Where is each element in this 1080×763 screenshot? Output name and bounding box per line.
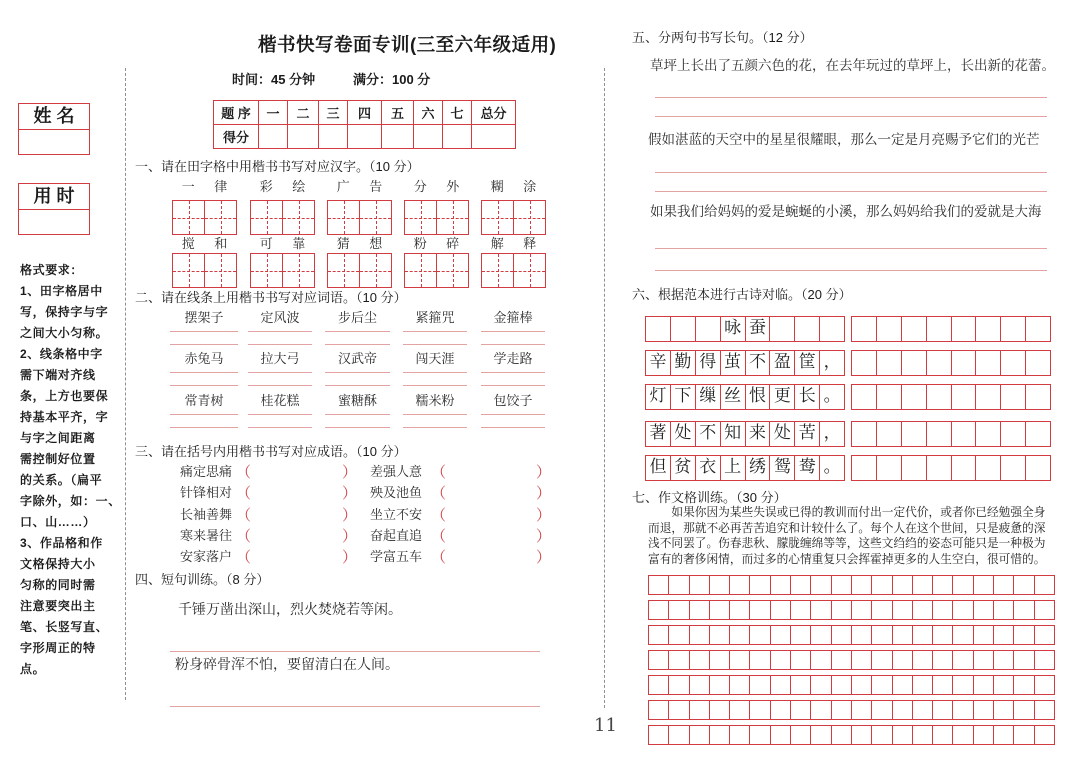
poem-char: 茧 — [720, 351, 745, 375]
open-bracket: （ — [431, 528, 447, 545]
composition-grid-cell — [649, 676, 668, 694]
section-5-heading: 五、分两句书写长句。（12 分） — [632, 30, 813, 45]
composition-grid-cell — [1034, 701, 1054, 719]
composition-grid-cell — [770, 576, 790, 594]
poem-char: 缫 — [695, 385, 720, 409]
poem-char: 更 — [769, 385, 794, 409]
score-header-cell: 六 — [414, 101, 443, 125]
tianzige-prompt-char: 粉 — [413, 237, 427, 252]
composition-grid-cell — [993, 601, 1013, 619]
composition-grid-cell — [912, 576, 932, 594]
composition-grid-cell — [1013, 651, 1033, 669]
composition-grid-cell — [831, 726, 851, 744]
composition-grid-cell — [892, 701, 912, 719]
composition-grid-cell — [749, 601, 769, 619]
composition-grid-cell — [1013, 576, 1033, 594]
poem-char: 勤 — [670, 351, 695, 375]
composition-grid-cell — [871, 676, 891, 694]
close-bracket: ） — [536, 528, 552, 545]
composition-grid-cell — [1034, 726, 1054, 744]
word-prompt: 定风波 — [260, 311, 300, 326]
composition-grid-cell — [689, 726, 709, 744]
idiom-prompt: 针锋相对 — [180, 486, 233, 501]
format-requirement-line: 点。 — [20, 662, 46, 676]
composition-grid-cell — [810, 601, 830, 619]
word-prompt: 汉武帝 — [337, 352, 377, 367]
poem-char: 处 — [670, 422, 695, 446]
open-bracket: （ — [431, 485, 447, 502]
section-2-heading: 二、请在线条上用楷书书写对应词语。（10 分） — [135, 290, 407, 305]
composition-grid-cell — [993, 701, 1013, 719]
tianzige-prompt-char: 告 — [369, 180, 383, 195]
poem-char: 衣 — [695, 456, 720, 480]
format-requirement-line: 之间大小匀称。 — [20, 326, 109, 340]
composition-grid-cell — [871, 626, 891, 644]
composition-grid-cell — [912, 701, 932, 719]
poem-char: 长 — [794, 385, 819, 409]
composition-grid-cell — [952, 676, 972, 694]
composition-grid-row — [648, 575, 1055, 595]
composition-grid-cell — [1013, 726, 1033, 744]
long-sentence: 假如湛蓝的天空中的星星很耀眼，那么一定是月亮赐予它们的光芒 — [648, 132, 1040, 148]
composition-grid-cell — [892, 726, 912, 744]
word-prompt: 蜜糖酥 — [337, 394, 377, 409]
composition-grid-cell — [709, 651, 729, 669]
composition-grid-cell — [851, 701, 871, 719]
composition-grid-cell — [831, 626, 851, 644]
composition-grid-cell — [770, 676, 790, 694]
composition-grid-cell — [729, 726, 749, 744]
composition-grid-cell — [993, 651, 1013, 669]
poem-char: 但 — [649, 457, 667, 477]
score-row-label: 得分 — [214, 125, 259, 149]
composition-grid-cell — [1013, 676, 1033, 694]
composition-grid-cell — [770, 651, 790, 669]
composition-grid-cell — [932, 601, 952, 619]
composition-grid-cell — [1013, 601, 1033, 619]
long-sentence: 草坪上长出了五颜六色的花，在去年玩过的草坪上，长出新的花蕾。 — [650, 58, 1055, 74]
composition-grid-cell — [892, 626, 912, 644]
section-1-heading: 一、请在田字格中用楷书书写对应汉字。（10 分） — [135, 159, 420, 174]
composition-grid-cell — [668, 701, 688, 719]
word-prompt: 包饺子 — [493, 394, 533, 409]
open-bracket: （ — [236, 528, 252, 545]
word-prompt: 糯米粉 — [415, 394, 455, 409]
tianzige-prompt-char: 律 — [214, 180, 228, 195]
composition-grid-cell — [668, 726, 688, 744]
close-bracket: ） — [342, 464, 358, 481]
open-bracket: （ — [431, 507, 447, 524]
composition-grid-cell — [831, 651, 851, 669]
composition-grid-cell — [668, 626, 688, 644]
open-bracket: （ — [236, 485, 252, 502]
composition-grid-cell — [729, 676, 749, 694]
composition-grid-cell — [1013, 626, 1033, 644]
composition-grid-cell — [851, 651, 871, 669]
composition-grid-cell — [770, 726, 790, 744]
tianzige-prompt-char: 分 — [413, 180, 427, 195]
composition-grid-cell — [932, 576, 952, 594]
tianzige-prompt-char: 绘 — [292, 180, 306, 195]
composition-grid-cell — [649, 726, 668, 744]
composition-grid-cell — [1013, 701, 1033, 719]
composition-grid-cell — [689, 676, 709, 694]
composition-grid-cell — [649, 626, 668, 644]
word-prompt: 紧箍咒 — [415, 311, 455, 326]
composition-grid-cell — [892, 651, 912, 669]
poem-char: 辛 — [649, 352, 667, 372]
composition-grid-cell — [932, 626, 952, 644]
composition-grid-cell — [912, 626, 932, 644]
composition-grid-cell — [770, 626, 790, 644]
composition-grid-cell — [729, 601, 749, 619]
poem-char: 上 — [720, 456, 745, 480]
exam-time: 时间：45 分钟 — [232, 72, 316, 87]
composition-grid-cell — [709, 726, 729, 744]
page-number: 11 — [594, 715, 617, 736]
composition-grid-cell — [851, 626, 871, 644]
composition-grid-cell — [810, 676, 830, 694]
format-requirement-line: 字除外，如：一、 — [20, 494, 121, 508]
section-7-heading: 七、作文格训练。（30 分） — [632, 490, 787, 505]
score-header-cell: 一 — [259, 101, 288, 125]
tianzige-prompt-char: 一 — [181, 180, 195, 195]
idiom-prompt: 安家落户 — [180, 550, 233, 565]
idiom-prompt: 奋起直追 — [370, 529, 423, 544]
poem-char: 鸯 — [794, 456, 819, 480]
composition-grid-cell — [668, 601, 688, 619]
idiom-prompt: 殃及池鱼 — [370, 486, 423, 501]
composition-grid-cell — [649, 651, 668, 669]
poem-char: 绣 — [745, 456, 770, 480]
format-requirement-line: 写，保持字与字 — [20, 305, 109, 319]
composition-grid-cell — [790, 726, 810, 744]
word-prompt: 拉大弓 — [260, 352, 300, 367]
tianzige-prompt-char: 彩 — [259, 180, 273, 195]
composition-grid-cell — [952, 626, 972, 644]
idiom-prompt: 寒来暑往 — [180, 529, 233, 544]
composition-grid-cell — [729, 626, 749, 644]
tianzige-prompt-char: 靠 — [292, 237, 306, 252]
composition-grid-row — [648, 625, 1055, 645]
composition-grid-cell — [668, 576, 688, 594]
open-bracket: （ — [431, 464, 447, 481]
format-requirement-line: 条，上方也要保 — [20, 389, 109, 403]
close-bracket: ） — [342, 528, 358, 545]
format-requirement-line: 3、作品格和作 — [20, 536, 103, 550]
composition-grid-cell — [871, 651, 891, 669]
full-score: 满分：100 分 — [353, 72, 431, 87]
section-3-heading: 三、请在括号内用楷书书写对应成语。（10 分） — [135, 444, 407, 459]
composition-grid-cell — [790, 676, 810, 694]
composition-grid-cell — [932, 701, 952, 719]
composition-grid-cell — [952, 651, 972, 669]
close-bracket: ） — [342, 507, 358, 524]
composition-grid-cell — [790, 651, 810, 669]
composition-grid-cell — [810, 701, 830, 719]
tianzige-prompt-char: 碎 — [446, 237, 460, 252]
composition-grid-cell — [668, 651, 688, 669]
poem-title-char: 咏 — [720, 317, 745, 341]
composition-grid-cell — [993, 726, 1013, 744]
tianzige-prompt-char: 想 — [369, 237, 383, 252]
score-header-cell: 题 序 — [214, 101, 259, 125]
composition-sample-paragraph: 如果你因为某些失误或已得的教训而付出一定代价，或者你已经勉强全身而退，那就不必再苦苦追究和计较什么了。每个人在这个世间，只是疲惫的深浅不同罢了。伤春悲秋、朦胧缠绵等等，这些文绉绉的姿态可能只是一种极为富有的奢侈闲情，而过多的心情重复只会挥霍掉更多的人生空白，很可惜的。 — [648, 506, 1046, 566]
tianzige-prompt-char: 广 — [336, 180, 350, 195]
composition-grid-cell — [709, 576, 729, 594]
poem-char: 苦 — [794, 422, 819, 446]
score-header-cell: 五 — [382, 101, 414, 125]
poem-char: 来 — [745, 422, 770, 446]
composition-grid-cell — [810, 576, 830, 594]
word-prompt: 步后尘 — [337, 311, 377, 326]
composition-grid-cell — [749, 676, 769, 694]
word-prompt: 学走路 — [493, 352, 533, 367]
tianzige-prompt-char: 可 — [259, 237, 273, 252]
word-prompt: 桂花糕 — [260, 394, 300, 409]
format-requirement-line: 笔、长竖写直、 — [20, 620, 109, 634]
composition-grid-cell — [993, 676, 1013, 694]
composition-grid-cell — [871, 701, 891, 719]
tianzige-prompt-char: 释 — [523, 237, 537, 252]
poem-char: ， — [819, 422, 844, 446]
poem-char: 鸳 — [769, 456, 794, 480]
section-6-heading: 六、根据范本进行古诗对临。（20 分） — [632, 287, 852, 302]
word-prompt: 常青树 — [184, 394, 224, 409]
composition-grid-cell — [770, 601, 790, 619]
idiom-prompt: 学富五车 — [370, 550, 423, 565]
composition-grid-cell — [973, 726, 993, 744]
tianzige-prompt-char: 涂 — [523, 180, 537, 195]
word-prompt: 赤兔马 — [184, 352, 224, 367]
open-bracket: （ — [236, 507, 252, 524]
composition-grid-cell — [831, 601, 851, 619]
format-requirements-title: 格式要求： — [20, 263, 84, 277]
composition-grid-cell — [952, 726, 972, 744]
poem-char: 灯 — [649, 386, 667, 406]
composition-grid-cell — [831, 701, 851, 719]
format-requirement-line: 文格保持大小 — [20, 557, 96, 571]
composition-grid-cell — [952, 601, 972, 619]
poem-char: 得 — [695, 351, 720, 375]
poem-char: 筐 — [794, 351, 819, 375]
poem-char: 著 — [649, 423, 667, 443]
composition-grid-cell — [973, 576, 993, 594]
composition-grid-cell — [689, 576, 709, 594]
composition-grid-cell — [810, 651, 830, 669]
close-bracket: ） — [536, 464, 552, 481]
composition-grid-cell — [729, 576, 749, 594]
composition-grid-cell — [851, 576, 871, 594]
time-label: 用 时 — [19, 184, 89, 210]
composition-grid-cell — [810, 726, 830, 744]
format-requirement-line: 与字之间距离 — [20, 431, 96, 445]
composition-grid-cell — [649, 601, 668, 619]
close-bracket: ） — [342, 549, 358, 566]
composition-grid-row — [648, 725, 1055, 745]
open-bracket: （ — [236, 464, 252, 481]
short-sentence: 粉身碎骨浑不怕，要留清白在人间。 — [175, 657, 399, 673]
composition-grid-cell — [810, 626, 830, 644]
composition-grid-cell — [831, 676, 851, 694]
close-bracket: ） — [342, 485, 358, 502]
composition-grid-cell — [790, 701, 810, 719]
composition-grid-cell — [871, 726, 891, 744]
composition-grid-cell — [973, 651, 993, 669]
tianzige-prompt-char: 外 — [446, 180, 460, 195]
name-label: 姓 名 — [19, 104, 89, 130]
composition-grid-cell — [729, 651, 749, 669]
composition-grid-cell — [892, 676, 912, 694]
poem-char: 处 — [769, 422, 794, 446]
composition-grid-row — [648, 650, 1055, 670]
composition-grid-cell — [790, 601, 810, 619]
idiom-prompt: 痛定思痛 — [180, 465, 233, 480]
close-bracket: ） — [536, 549, 552, 566]
composition-grid-cell — [993, 626, 1013, 644]
composition-grid-cell — [649, 701, 668, 719]
composition-grid-cell — [1034, 601, 1054, 619]
score-header-cell: 七 — [443, 101, 472, 125]
close-bracket: ） — [536, 485, 552, 502]
composition-grid-cell — [689, 601, 709, 619]
format-requirement-line: 持基本平齐，字 — [20, 410, 109, 424]
composition-grid-row — [648, 700, 1055, 720]
composition-grid-cell — [689, 626, 709, 644]
composition-grid-cell — [1034, 576, 1054, 594]
composition-grid-cell — [749, 651, 769, 669]
composition-grid-cell — [831, 576, 851, 594]
score-header-cell: 三 — [319, 101, 348, 125]
format-requirement-line: 需控制好位置 — [20, 452, 96, 466]
composition-grid-cell — [973, 626, 993, 644]
idiom-prompt: 差强人意 — [370, 465, 423, 480]
composition-grid-cell — [689, 651, 709, 669]
composition-grid-cell — [749, 626, 769, 644]
composition-grid-row — [648, 675, 1055, 695]
format-requirement-line: 注意要突出主 — [20, 599, 96, 613]
composition-grid-cell — [770, 701, 790, 719]
open-bracket: （ — [236, 549, 252, 566]
composition-grid-cell — [912, 676, 932, 694]
composition-grid-cell — [871, 601, 891, 619]
composition-grid-cell — [871, 576, 891, 594]
composition-grid-cell — [1034, 626, 1054, 644]
composition-grid-cell — [749, 576, 769, 594]
poem-char: 知 — [720, 422, 745, 446]
composition-grid-cell — [973, 601, 993, 619]
poem-char: 不 — [695, 422, 720, 446]
composition-grid-cell — [973, 676, 993, 694]
score-header-cell: 总分 — [472, 101, 516, 125]
format-requirement-line: 口、山……） — [20, 515, 96, 529]
word-prompt: 摆架子 — [184, 311, 224, 326]
short-sentence: 千锤万凿出深山，烈火焚烧若等闲。 — [178, 602, 402, 618]
composition-grid-cell — [1034, 676, 1054, 694]
score-header-cell: 二 — [288, 101, 319, 125]
poem-char: 贫 — [670, 456, 695, 480]
composition-grid-cell — [993, 576, 1013, 594]
composition-grid-cell — [668, 676, 688, 694]
tianzige-prompt-char: 解 — [490, 237, 504, 252]
composition-grid-cell — [709, 601, 729, 619]
idiom-prompt: 长袖善舞 — [180, 508, 233, 523]
composition-grid-cell — [790, 576, 810, 594]
format-requirement-line: 1、田字格居中 — [20, 284, 103, 298]
composition-grid-cell — [790, 626, 810, 644]
composition-grid-cell — [749, 726, 769, 744]
composition-grid-row — [648, 600, 1055, 620]
close-bracket: ） — [536, 507, 552, 524]
section-4-heading: 四、短句训练。（8 分） — [135, 572, 270, 587]
word-prompt: 闯天涯 — [415, 352, 455, 367]
composition-grid-cell — [1034, 651, 1054, 669]
format-requirement-line: 2、线条格中字 — [20, 347, 103, 361]
composition-grid-cell — [952, 576, 972, 594]
composition-grid-cell — [932, 726, 952, 744]
poem-char: 。 — [819, 456, 844, 480]
idiom-prompt: 坐立不安 — [370, 508, 423, 523]
score-header-cell: 四 — [348, 101, 382, 125]
word-prompt: 金箍棒 — [493, 311, 533, 326]
open-bracket: （ — [431, 549, 447, 566]
composition-grid-cell — [649, 576, 668, 594]
poem-char: 丝 — [720, 385, 745, 409]
composition-grid-cell — [729, 701, 749, 719]
composition-grid-cell — [932, 676, 952, 694]
poem-char: 不 — [745, 351, 770, 375]
poem-title-char: 蚕 — [745, 317, 770, 341]
composition-grid-cell — [952, 701, 972, 719]
poem-char: 下 — [670, 385, 695, 409]
tianzige-prompt-char: 糊 — [490, 180, 504, 195]
composition-grid-cell — [749, 701, 769, 719]
composition-grid-cell — [892, 576, 912, 594]
composition-grid-cell — [912, 726, 932, 744]
composition-grid-cell — [689, 701, 709, 719]
page-title: 楷书快写卷面专训(三至六年级适用) — [258, 34, 557, 55]
composition-grid-cell — [709, 676, 729, 694]
composition-grid-cell — [851, 726, 871, 744]
tianzige-prompt-char: 搅 — [181, 237, 195, 252]
composition-grid-cell — [912, 601, 932, 619]
poem-char: 恨 — [745, 385, 770, 409]
composition-grid-cell — [709, 701, 729, 719]
format-requirement-line: 匀称的同时需 — [20, 578, 96, 592]
poem-char: 盈 — [769, 351, 794, 375]
format-requirement-line: 字形周正的特 — [20, 641, 96, 655]
composition-grid-cell — [912, 651, 932, 669]
format-requirement-line: 的关系。（扁平 — [20, 473, 103, 487]
poem-char: ， — [819, 351, 844, 375]
format-requirement-line: 需下端对齐线 — [20, 368, 96, 382]
composition-grid-cell — [973, 701, 993, 719]
composition-grid-cell — [851, 601, 871, 619]
composition-grid-cell — [851, 676, 871, 694]
poem-char: 。 — [819, 385, 844, 409]
composition-grid-cell — [892, 601, 912, 619]
composition-grid-cell — [709, 626, 729, 644]
composition-grid-cell — [932, 651, 952, 669]
tianzige-prompt-char: 和 — [214, 237, 228, 252]
tianzige-prompt-char: 猜 — [336, 237, 350, 252]
long-sentence: 如果我们给妈妈的爱是蜿蜒的小溪，那么妈妈给我们的爱就是大海 — [650, 204, 1042, 220]
